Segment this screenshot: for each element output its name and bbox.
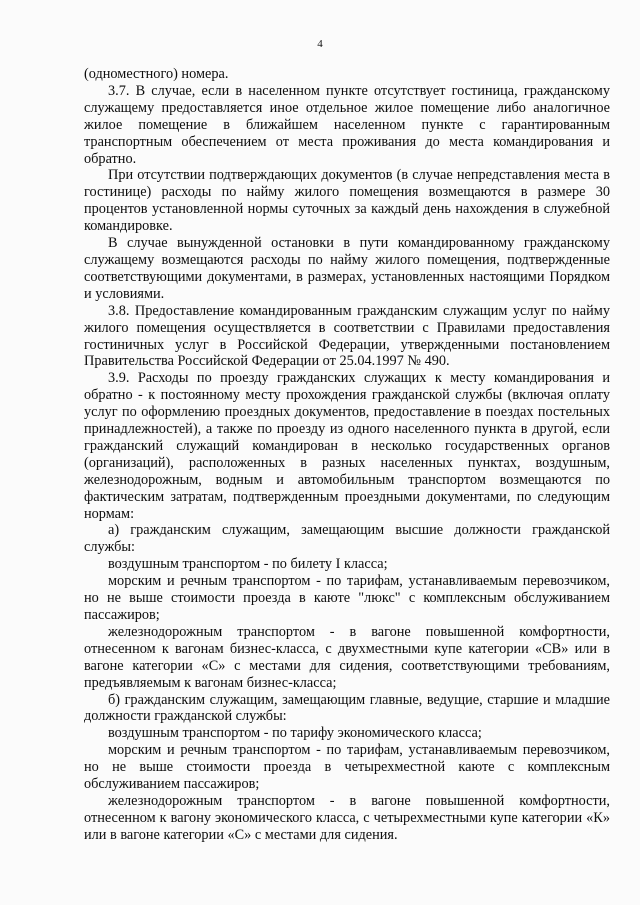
list-item-a: а) гражданским служащим, замещающим высшие должности гражданской службы: <box>84 522 610 556</box>
page-number: 4 <box>317 38 323 50</box>
paragraph-3-7: 3.7. В случае, если в населенном пункте отсутствует гостиница, гражданскому служащему предоставляется иное отдельное жилое помещение либо аналогичное жилое помещение в ближайшем населенном пункте с гарантированным транспортным обеспечением от места проживания до места командирования и обратно. <box>84 82 610 167</box>
paragraph-3-9: 3.9. Расходы по проезду гражданских служащих к месту командирования и обратно - к постоянному месту прохождения гражданской службы (включая оплату услуг по оформлению проездных документов, предоставление в поездах постельных принадлежностей), а также по проезду из одного населенного пункта в другой, если гражданский служащий командирован в несколько государственных органов (организаций), расположенных в разных населенных пунктах, воздушным, железнодорожным, водным и автомобильным транспортом возмещаются по фактическим затратам, подтвержденным проездными документами, по следующим нормам: <box>84 370 610 522</box>
list-item-b-air: воздушным транспортом - по тарифу экономического класса; <box>108 725 482 742</box>
list-item-a-sea: морским и речным транспортом - по тарифам, устанавливаемым перевозчиком, но не выше стоимости проезда в каюте "люкс" с комплексным обслуживанием пассажиров; <box>84 573 610 623</box>
list-item-b: б) гражданским служащим, замещающим главные, ведущие, старшие и младшие должности гражданской службы: <box>84 691 610 725</box>
list-item-b-rail: железнодорожным транспортом - в вагоне повышенной комфортности, отнесенном к вагону экономического класса, с четырехместными купе категории «К» или в вагоне категории «С» с местами для сидения. <box>84 792 610 843</box>
list-item-b-sea: морским и речным транспортом - по тарифам, устанавливаемым перевозчиком, но не выше стоимости проезда в четырехместной каюте с комплексным обслуживанием пассажиров; <box>84 742 610 793</box>
paragraph-3-8: 3.8. Предоставление командированным гражданским служащим услуг по найму жилого помещения осуществляется в соответствии с Правилами предоставления гостиничных услуг в Российской Федерации, утвержденными постановлением Правительства Российской Федерации от 25.04.1997 № 490. <box>84 302 610 370</box>
list-item-a-air: воздушным транспортом - по билету I класса; <box>108 556 388 573</box>
list-item-a-rail: железнодорожным транспортом - в вагоне повышенной комфортности, отнесенном к вагонам бизнес-класса, с двухместными купе категории «СВ» или в вагоне категории «С» с местами для сидения, соответствующими требованиям, предъявляемым к вагонам бизнес-класса; <box>84 623 610 691</box>
paragraph-continuation: (одноместного) номера. <box>84 66 229 82</box>
paragraph-no-documents: При отсутствии подтверждающих документов (в случае непредставления места в гостинице) расходы по найму жилого помещения возмещаются в размере 30 процентов установленной нормы суточных за каждый день нахождения в служебной командировке. <box>84 167 610 235</box>
document-body <box>84 66 610 844</box>
paragraph-forced-stop: В случае вынужденной остановки в пути командированному гражданскому служащему возмещаются расходы по найму жилого помещения, подтвержденные соответствующими документами, в размерах, установленных настоящими Порядком и условиями. <box>84 235 610 302</box>
